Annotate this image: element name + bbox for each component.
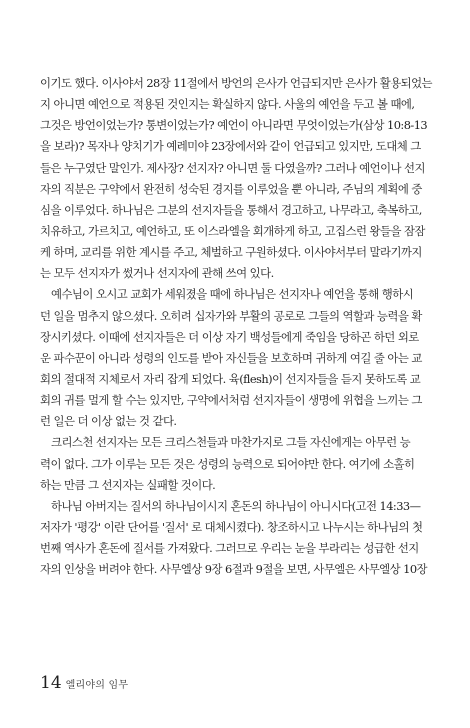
text-line: 그것은 방언이었는가? 통변이었는가? 예언이 아니라면 무엇이었는가(삼상 10:8-13	[40, 118, 428, 133]
text-line: 회의 귀를 멀게 할 수는 있지만, 구약에서처럼 선지자들이 생명에 위협을 느끼는 그	[40, 393, 422, 408]
text-line: 지 아니면 예언으로 적용된 것인지는 확실하지 않다. 사울의 예언을 두고 볼 때에,	[40, 97, 415, 112]
text-line: 회의 절대적 지체로서 자리 잡게 되었다. 육(flesh)이 선지자들을 듣지 못하도록 교	[40, 371, 421, 386]
page-number: 14	[40, 673, 62, 693]
body-text	[40, 73, 434, 580]
text-line: 크리스천 선지자는 모든 크리스천들과 마찬가지로 그들 자신에게는 아무런 능	[51, 435, 411, 450]
text-line: 던 일을 멈추지 않으셨다. 오히려 십자가와 부활의 공로로 그들의 역할과 능력을 확	[40, 308, 422, 323]
text-line: 런 일은 더 이상 없는 것 같다.	[40, 414, 177, 429]
text-line: 저자가 '평강' 이란 단어를 '질서' 로 대체시켰다). 창조하시고 나누시는 하나님의 첫	[40, 519, 423, 534]
text-line: 자의 인상을 버려야 한다. 사무엘상 9장 6절과 9절을 보면, 사무엘은 사무엘상 10장	[40, 562, 428, 577]
text-line: 을 보라)? 목자나 양치기가 예레미야 23장에서와 같이 언급되고 있지만, 도대체 그	[40, 139, 421, 154]
text-line: 번째 역사가 혼돈에 질서를 가져왔다. 그러므로 우리는 눈을 부라리는 성급한 선지	[40, 541, 419, 556]
text-line: 자의 직분은 구약에서 완전히 성숙된 경지를 이루었을 뿐 아니라, 주님의 계획에 중	[40, 181, 422, 196]
text-line: 력이 없다. 그가 이루는 모든 것은 성령의 능력으로 되어야만 한다. 여기에 소홀히	[40, 456, 415, 471]
page-footer	[40, 673, 128, 697]
text-line: 예수님이 오시고 교회가 세워졌을 때에 하나님은 선지자나 예언을 통해 행하시	[51, 287, 414, 302]
text-line: 들은 누구였단 말인가. 제사장? 선지자? 아니면 둘 다였을까? 그러나 예언이나 선지	[40, 160, 425, 175]
text-line: 심을 이루었다. 하나님은 그분의 선지자들을 통해서 경고하고, 나무라고, 축복하고,	[40, 202, 422, 217]
text-line: 치유하고, 가르치고, 예언하고, 또 이스라엘을 회개하게 하고, 고집스런 왕들을 잠잠	[40, 223, 425, 238]
text-line: 하는 만큼 그 선지자는 실패할 것이다.	[40, 477, 216, 492]
running-title: 엘리야의 임무	[65, 680, 129, 691]
text-line: 이기도 했다. 이사야서 28장 11절에서 방언의 은사가 언급되지만 은사가 활용되었는	[40, 76, 433, 90]
text-line: 케 하며, 교리를 위한 계시를 주고, 체벌하고 구원하셨다. 이사야서부터 말라기까지	[40, 245, 422, 260]
text-line: 장시키셨다. 이때에 선지자들은 더 이상 자기 백성들에게 죽임을 당하곤 하던 외로	[40, 329, 419, 344]
text-line: 하나님 아버지는 질서의 하나님이시지 혼돈의 하나님이 아니시다(고전 14:33—	[51, 498, 421, 513]
text-line: 는 모두 선지자가 썼거나 선지자에 관해 쓰여 있다.	[40, 266, 274, 281]
text-line: 운 파수꾼이 아니라 성령의 인도를 받아 자신들을 보호하며 귀하게 여길 줄 아는 교	[40, 350, 422, 365]
